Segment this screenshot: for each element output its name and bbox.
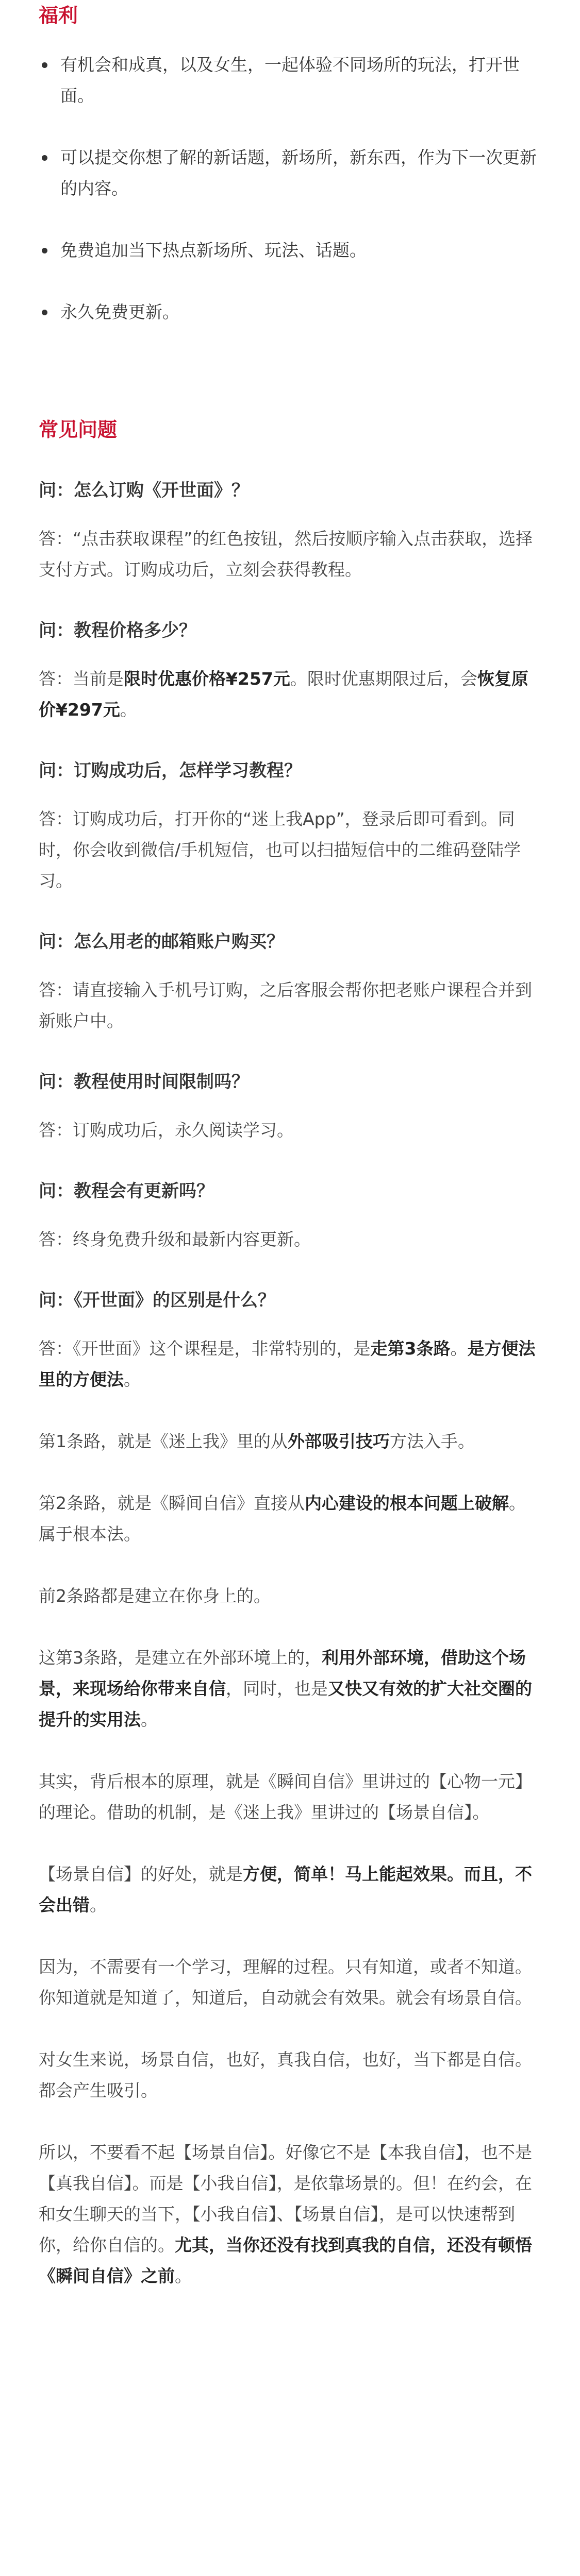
faq-question: 问：教程价格多少？ <box>39 620 196 641</box>
paragraph <box>39 1642 541 1735</box>
faq-question: 问：《开世面》的区别是什么？ <box>39 1290 275 1311</box>
paragraph-emphasis: 利用外部环境，借助这个场景，来现场给你带来自信 <box>39 1648 526 1699</box>
faq-answer <box>39 1115 541 1146</box>
bullet-icon <box>42 248 47 253</box>
paragraph <box>39 1952 541 2013</box>
faq-item <box>39 755 541 896</box>
benefit-text: 有机会和成真，以及女生，一起体验不同场所的玩法，打开世面。 <box>60 55 520 106</box>
faq-answer <box>39 1224 541 1255</box>
paragraph <box>39 1581 541 1612</box>
faq-item <box>39 1066 541 1146</box>
faq-question: 问：怎么用老的邮箱账户购买？ <box>39 931 284 952</box>
paragraph-text: 。 <box>175 2266 192 2286</box>
paragraph <box>39 1488 541 1550</box>
paragraph-text: 。属于根本法。 <box>39 1493 526 1544</box>
answer-text: 答：订购成功后，永久阅读学习。 <box>39 1120 294 1140</box>
paragraph-emphasis: 尤其，当你还没有找到真我的自信，还没有顿悟《瞬间自信》之前 <box>39 2235 532 2286</box>
faq-question: 问：怎么订购《开世面》？ <box>39 480 249 501</box>
answer-text: 答：《开世面》这个课程是，非常特别的，是 <box>39 1338 371 1359</box>
faq-answer <box>39 523 541 585</box>
list-item <box>39 297 541 328</box>
faq-question: 问：教程使用时间限制吗？ <box>39 1072 249 1092</box>
faq-item <box>39 615 541 725</box>
faq-question: 问：订购成功后，怎样学习教程？ <box>39 760 302 781</box>
paragraph-text: 。 <box>141 1709 158 1730</box>
paragraph-text: 前2条路都是建立在你身上的。 <box>39 1586 271 1606</box>
list-item <box>39 142 541 204</box>
faq-item <box>39 926 541 1037</box>
paragraph-emphasis: 外部吸引技巧 <box>288 1431 390 1451</box>
faq-answer <box>39 1333 541 1395</box>
paragraph-text: 其实，背后根本的原理，就是《瞬间自信》里讲过的【心物一元】的理论。借助的机制，是《迷上我》里讲过的【场景自信】。 <box>39 1771 532 1822</box>
faq-question: 问：教程会有更新吗？ <box>39 1181 214 1201</box>
paragraph <box>39 1859 541 1921</box>
paragraph-emphasis: 内心建设的根本问题上破解 <box>305 1493 509 1513</box>
paragraph-text: 对女生来说，场景自信，也好，真我自信，也好，当下都是自信。都会产生吸引。 <box>39 2049 532 2100</box>
list-item <box>39 235 541 266</box>
list-item <box>39 49 541 111</box>
answer-text: 。 <box>124 1369 141 1389</box>
benefit-text: 免费追加当下热点新场所、玩法、话题。 <box>60 240 367 260</box>
paragraph-text: 方法入手。 <box>390 1431 475 1451</box>
benefit-text: 永久免费更新。 <box>60 302 179 322</box>
answer-emphasis: 走第3条路 <box>370 1338 451 1359</box>
benefits-title: 福利 <box>39 4 78 27</box>
paragraph-emphasis: 方便，简单！马上能起效果。而且，不会出错 <box>39 1864 532 1915</box>
paragraph <box>39 2137 541 2292</box>
answer-text: 答：“点击获取课程”的红色按钮，然后按顺序输入点击获取，选择支付方式。订购成功后，立刻会获得教程。 <box>39 529 533 580</box>
answer-emphasis: 限时优惠价格¥257元 <box>124 669 290 689</box>
paragraph-text: 所以，不要看不起【场景自信】。好像它不是【本我自信】，也不是【真我自信】。而是【小我自信】，是依靠场景的。但！在约会，在和女生聊天的当下，【小我自信】、【场景自信】，是可以快速帮到你，给你自信的。 <box>39 2142 532 2255</box>
paragraph-text: 第2条路，就是《瞬间自信》直接从 <box>39 1493 305 1513</box>
paragraph-text: 【场景自信】的好处，就是 <box>39 1864 243 1884</box>
answer-text: 答：请直接输入手机号订购，之后客服会帮你把老账户课程合并到新账户中。 <box>39 980 532 1031</box>
answer-text: 。 <box>450 1338 468 1359</box>
answer-emphasis: 是方便法里的方便法 <box>39 1338 536 1389</box>
faq-item <box>39 475 541 585</box>
faq-title: 常见问题 <box>39 418 118 441</box>
paragraph-emphasis: 又快又有效的扩大社交圈的提升的实用法 <box>39 1679 532 1730</box>
paragraph-text: 这第3条路，是建立在外部环境上的， <box>39 1648 322 1668</box>
paragraph-text: 。 <box>90 1895 107 1915</box>
benefit-text: 可以提交你想了解的新话题，新场所，新东西，作为下一次更新的内容。 <box>60 147 537 198</box>
answer-text: 。限时优惠期限过后，会 <box>290 669 477 689</box>
paragraph-text: 因为，不需要有一个学习，理解的过程。只有知道，或者不知道。你知道就是知道了，知道后，自动就会有效果。就会有场景自信。 <box>39 1957 532 2008</box>
paragraph <box>39 1426 541 1457</box>
answer-text: 答：订购成功后，打开你的“迷上我App”，登录后即可看到。同时，你会收到微信/手机短信，也可以扫描短信中的二维码登陆学习。 <box>39 809 521 891</box>
faq-answer <box>39 975 541 1037</box>
answer-text: 答：当前是 <box>39 669 124 689</box>
faq-answer <box>39 804 541 896</box>
bullet-icon <box>42 155 47 161</box>
answer-text: 答：终身免费升级和最新内容更新。 <box>39 1229 311 1249</box>
paragraph-text: ，同时，也是 <box>226 1679 328 1699</box>
faq-item <box>39 1176 541 1255</box>
faq-item <box>39 1285 541 1395</box>
bullet-icon <box>42 310 47 315</box>
faq-answer <box>39 664 541 725</box>
answer-emphasis: 恢复原价¥297元 <box>39 669 528 720</box>
paragraph <box>39 2044 541 2106</box>
faq-explanation <box>39 1426 541 2292</box>
answer-text: 。 <box>120 700 137 720</box>
benefits-list <box>39 49 541 328</box>
paragraph-text: 第1条路，就是《迷上我》里的从 <box>39 1431 288 1451</box>
bullet-icon <box>42 62 47 68</box>
paragraph <box>39 1766 541 1828</box>
faq-list <box>39 475 541 1395</box>
